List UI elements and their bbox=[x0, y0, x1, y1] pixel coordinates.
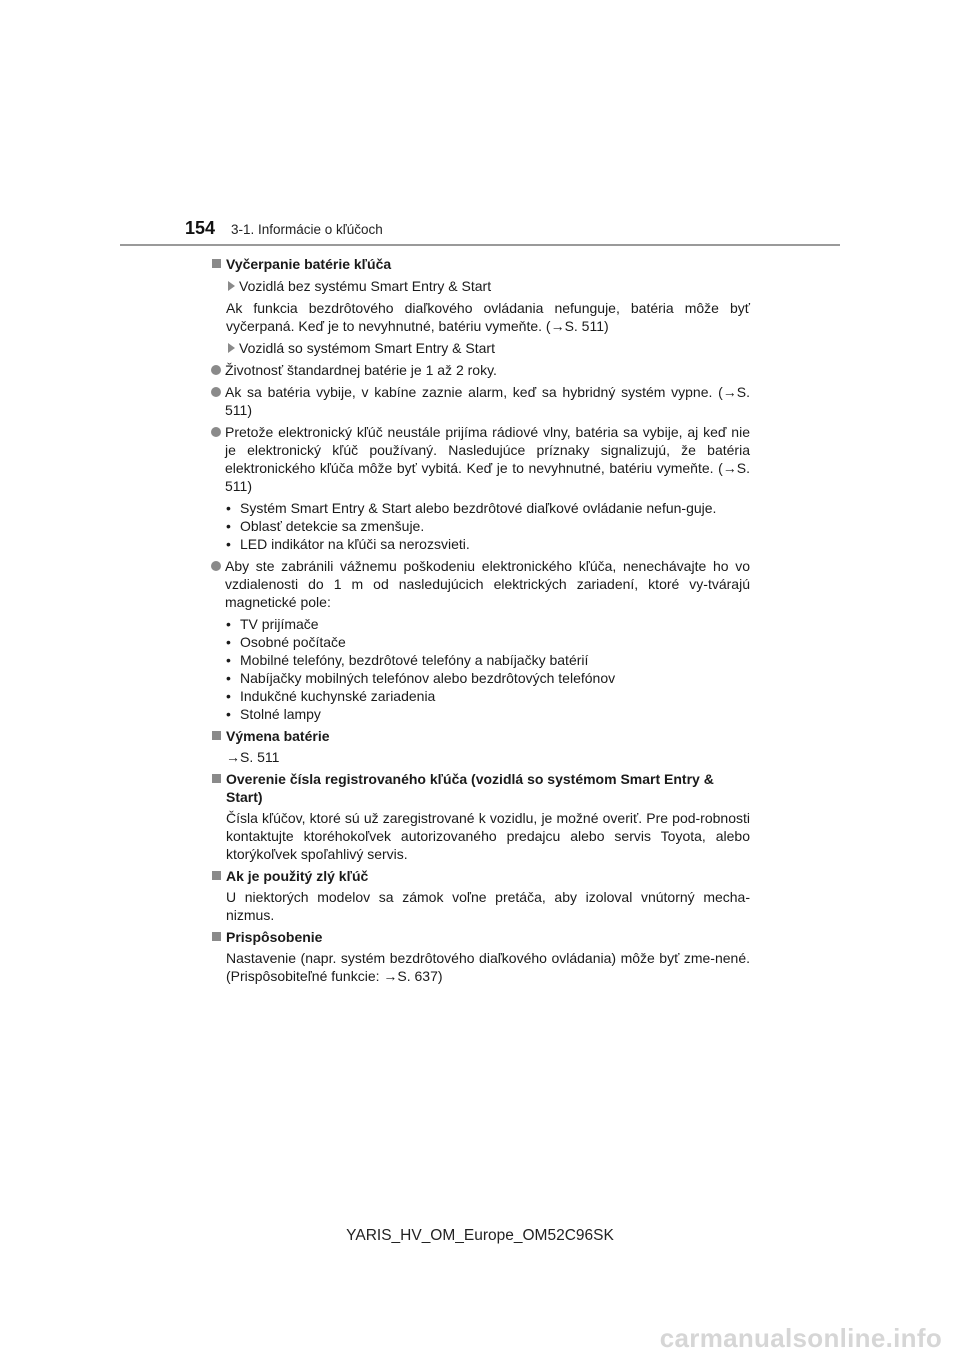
note-item bbox=[210, 383, 750, 419]
page-content bbox=[210, 255, 750, 989]
section-heading bbox=[210, 867, 750, 885]
list-item-text: Osobné počítače bbox=[240, 634, 346, 650]
square-bullet-icon bbox=[212, 259, 221, 268]
circle-bullet-icon bbox=[211, 365, 221, 375]
section-heading bbox=[210, 255, 750, 273]
heading-text: Výmena batérie bbox=[226, 728, 330, 744]
paragraph: U niektorých modelov sa zámok voľne pretáča, aby izoloval vnútorný mecha-nizmus. bbox=[226, 889, 750, 923]
square-bullet-icon bbox=[212, 871, 221, 880]
circle-bullet-icon bbox=[211, 561, 221, 571]
page-reference: →S. 511 bbox=[226, 749, 280, 765]
note-text: Ak sa batéria vybije, v kabíne zaznie alarm, keď sa hybridný systém vypne. (→S. 511) bbox=[225, 384, 750, 418]
list-item: • LED indikátor na kľúči sa nerozsvieti. bbox=[226, 535, 750, 553]
header-rule bbox=[120, 244, 840, 246]
triangle-bullet-icon bbox=[228, 281, 235, 291]
sub-heading bbox=[226, 339, 750, 357]
triangle-bullet-icon bbox=[228, 343, 235, 353]
list-item-text: TV prijímače bbox=[240, 616, 319, 632]
list-item: • Nabíjačky mobilných telefónov alebo bezdrôtových telefónov bbox=[226, 669, 750, 687]
section-customization bbox=[210, 928, 750, 985]
list-item-text: Oblasť detekcie sa zmenšuje. bbox=[240, 518, 425, 534]
section-heading bbox=[210, 770, 750, 806]
symptom-list bbox=[210, 499, 750, 553]
watermark-text: carmanualsonline.info bbox=[659, 1323, 942, 1353]
square-bullet-icon bbox=[212, 774, 221, 783]
page-number: 154 bbox=[185, 218, 216, 238]
list-item: • Mobilné telefóny, bezdrôtové telefóny a nabíjačky batérií bbox=[226, 651, 750, 669]
list-item: • TV prijímače bbox=[226, 615, 750, 633]
circle-bullet-icon bbox=[211, 427, 221, 437]
list-item: • Oblasť detekcie sa zmenšuje. bbox=[226, 517, 750, 535]
section-battery-depletion bbox=[210, 255, 750, 723]
note-item bbox=[210, 557, 750, 611]
section-key-number-check bbox=[210, 770, 750, 863]
heading-text: Prispôsobenie bbox=[226, 929, 323, 945]
heading-text: Overenie čísla registrovaného kľúča (vozidlá so systémom Smart Entry & Start) bbox=[226, 771, 714, 805]
list-item-text: LED indikátor na kľúči sa nerozsvieti. bbox=[240, 536, 470, 552]
square-bullet-icon bbox=[212, 731, 221, 740]
paragraph: Čísla kľúčov, ktoré sú už zaregistrované k vozidlu, je možné overiť. Pre pod-robnosti kontaktujte ktoréhokoľvek autorizovaného predajcu alebo servis Toyota, alebo ktorýkoľvek spoľahlivý servis. bbox=[226, 810, 750, 862]
list-item-text: Systém Smart Entry & Start alebo bezdrôtové diaľkové ovládanie nefun-guje. bbox=[240, 500, 717, 516]
note-text: Životnosť štandardnej batérie je 1 až 2 roky. bbox=[225, 362, 497, 378]
heading-text: Ak je použitý zlý kľúč bbox=[226, 868, 369, 884]
paragraph: Nastavenie (napr. systém bezdrôtového diaľkového ovládania) môže byť zme-nené. (Prispôsobiteľné funkcie: →S. 637) bbox=[226, 950, 750, 984]
sub-heading bbox=[226, 277, 750, 295]
note-text: Aby ste zabránili vážnemu poškodeniu elektronického kľúča, nenechávajte ho vo vzdialenosti do 1 m od nasledujúcich elektrických zariadení, ktoré vy-tvárajú magnetické pole: bbox=[225, 558, 750, 610]
list-item: • Stolné lampy bbox=[226, 705, 750, 723]
list-item-text: Indukčné kuchynské zariadenia bbox=[240, 688, 436, 704]
list-item: • Osobné počítače bbox=[226, 633, 750, 651]
section-wrong-key bbox=[210, 867, 750, 924]
note-text: Pretože elektronický kľúč neustále prijíma rádiové vlny, batéria sa vybije, aj keď nie je elektronický kľúč používaný. Nasledujúce príznaky signalizujú, že batéria elektronického kľúča môže byť vybitá. Keď je to nevyhnutné, batériu vymeňte. (→S. 511) bbox=[225, 424, 750, 494]
section-path: 3-1. Informácie o kľúčoch bbox=[231, 222, 383, 237]
circle-bullet-icon bbox=[211, 387, 221, 397]
section-battery-replacement bbox=[210, 727, 750, 766]
note-item bbox=[210, 361, 750, 379]
device-list bbox=[210, 615, 750, 723]
paragraph: Ak funkcia bezdrôtového diaľkového ovládania nefunguje, batéria môže byť vyčerpaná. Keď je to nevyhnutné, batériu vymeňte. (→S. 511) bbox=[226, 300, 750, 334]
list-item-text: Mobilné telefóny, bezdrôtové telefóny a nabíjačky batérií bbox=[240, 652, 589, 668]
section-heading bbox=[210, 928, 750, 946]
list-item-text: Nabíjačky mobilných telefónov alebo bezdrôtových telefónov bbox=[240, 670, 616, 686]
heading-text: Vyčerpanie batérie kľúča bbox=[226, 256, 392, 272]
list-item: • Systém Smart Entry & Start alebo bezdrôtové diaľkové ovládanie nefun-guje. bbox=[226, 499, 750, 517]
document-id: YARIS_HV_OM_Europe_OM52C96SK bbox=[346, 1227, 614, 1244]
note-item bbox=[210, 423, 750, 495]
sub-heading-text: Vozidlá bez systému Smart Entry & Start bbox=[239, 278, 492, 294]
square-bullet-icon bbox=[212, 932, 221, 941]
sub-heading-text: Vozidlá so systémom Smart Entry & Start bbox=[239, 340, 495, 356]
list-item: • Indukčné kuchynské zariadenia bbox=[226, 687, 750, 705]
list-item-text: Stolné lampy bbox=[240, 706, 321, 722]
section-heading bbox=[210, 727, 750, 745]
